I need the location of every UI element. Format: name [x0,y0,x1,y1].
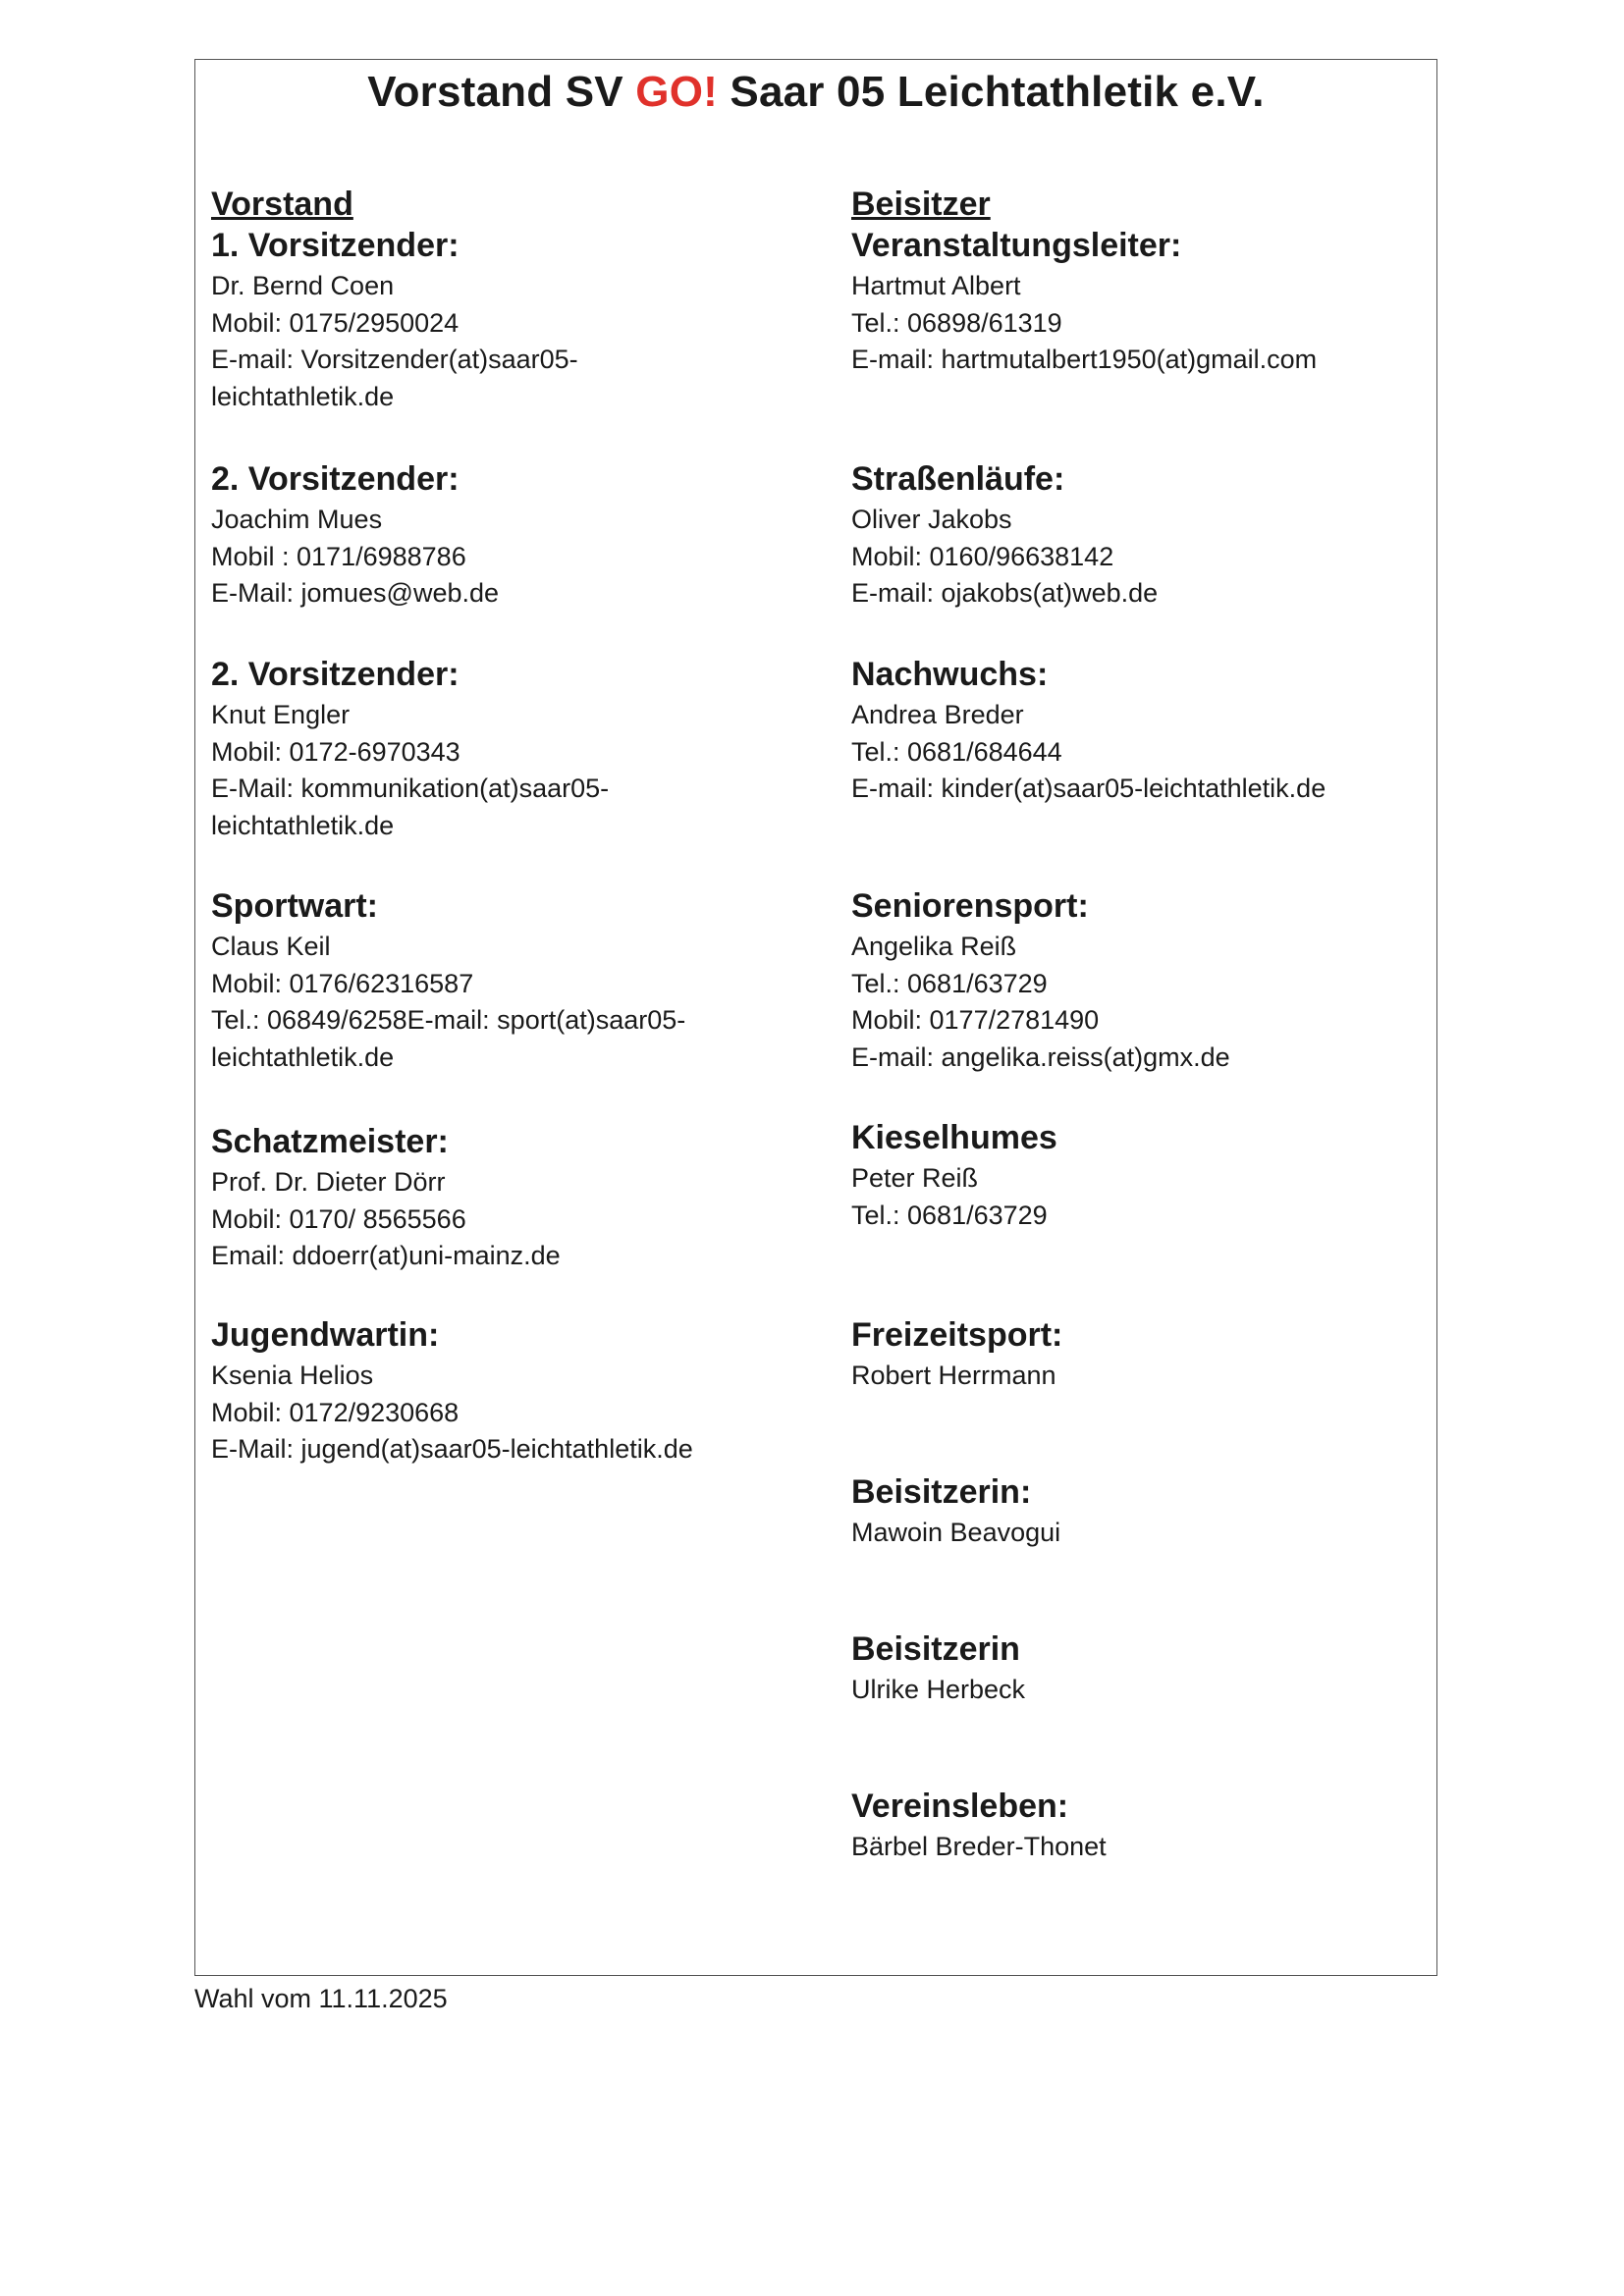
contact-block-freizeitsport [851,1314,1431,1395]
role-title: Schatzmeister: [211,1123,449,1160]
title-highlight: GO! [635,68,718,116]
contact-block-beisitzerin-beavogui [851,1471,1431,1552]
role-title: Straßenläufe: [851,460,1065,498]
contact-name: Hartmut Albert [851,271,1021,300]
title-prefix: Vorstand SV [367,68,636,116]
contact-block-vereinsleben [851,1786,1431,1866]
contact-email: E-mail: hartmutalbert1950(at)gmail.com [851,345,1318,374]
contact-name: Mawoin Beavogui [851,1518,1061,1547]
contact-name: Robert Herrmann [851,1361,1056,1390]
role-title: Jugendwartin: [211,1316,440,1354]
contact-block-nachwuchs [851,654,1431,808]
contact-email: E-mail: ojakobs(at)web.de [851,578,1159,608]
title-suffix: Saar 05 Leichtathletik e.V. [717,68,1265,116]
contact-email: E-mail: Vorsitzender(at)saar05- [211,345,578,374]
contact-email: E-Mail: kommunikation(at)saar05- [211,774,610,803]
contact-email: E-Mail: jomues@web.de [211,578,500,608]
contact-block-beisitzerin-herbeck [851,1629,1431,1709]
document-frame [194,59,1437,1976]
contact-block-schatzmeister [211,1121,820,1275]
contact-phone: Mobil : 0171/6988786 [211,541,466,571]
contact-email-cont: leichtathletik.de [211,381,395,411]
vorstand-column [211,184,820,1464]
contact-name: Ksenia Helios [211,1361,374,1390]
contact-phone: Tel.: 0681/63729 [851,968,1048,998]
contact-mobile: Mobil: 0177/2781490 [851,1005,1100,1035]
role-title: Seniorensport: [851,887,1089,925]
election-date-footer: Wahl vom 11.11.2025 [194,1984,448,2013]
contact-email: E-mail: angelika.reiss(at)gmx.de [851,1041,1230,1072]
contact-email-cont: leichtathletik.de [211,810,395,840]
contact-block-sportwart [211,885,820,1076]
contact-name: Knut Engler [211,700,351,729]
contact-email: E-mail: kinder(at)saar05-leichtathletik.de [851,774,1326,803]
role-title: Beisitzerin [851,1630,1020,1668]
contact-email: E-Mail: jugend(at)saar05-leichtathletik.de [211,1434,693,1464]
contact-name: Andrea Breder [851,700,1024,729]
contact-block-veranstaltungsleiter [851,225,1431,379]
contact-block-2-vorsitzender-mues [211,458,820,613]
contact-name: Dr. Bernd Coen [211,271,395,300]
contact-phone: Mobil: 0176/62316587 [211,968,474,998]
contact-phone: Mobil: 0160/96638142 [851,541,1114,571]
role-title: Nachwuchs: [851,656,1049,693]
contact-name: Bärbel Breder-Thonet [851,1832,1107,1861]
contact-block-2-vorsitzender-engler [211,654,820,844]
contact-name: Peter Reiß [851,1163,979,1193]
page-title [195,68,1436,117]
contact-email-cont: leichtathletik.de [211,1041,395,1072]
role-title: Freizeitsport: [851,1316,1063,1354]
contact-phone: Mobil: 0175/2950024 [211,307,460,338]
role-title: 2. Vorsitzender: [211,460,460,498]
contact-block-seniorensport [851,885,1431,1076]
contact-name: Ulrike Herbeck [851,1675,1026,1704]
contact-name: Oliver Jakobs [851,505,1012,534]
contact-block-1-vorsitzender [211,225,820,415]
contact-phone: Tel.: 0681/684644 [851,736,1062,767]
contact-block-jugendwartin [211,1314,820,1468]
beisitzer-column [851,184,1431,1861]
contact-phone: Mobil: 0170/ 8565566 [211,1203,466,1234]
role-title: Veranstaltungsleiter: [851,227,1182,264]
role-title: Beisitzerin: [851,1473,1032,1511]
role-title: Kieselhumes [851,1119,1057,1156]
contact-phone: Tel.: 06898/61319 [851,307,1062,338]
contact-block-kieselhumes [851,1117,1431,1234]
contact-block-strassenlaeufe [851,458,1431,613]
contact-email: Tel.: 06849/6258E-mail: sport(at)saar05- [211,1005,686,1035]
contact-name: Joachim Mues [211,505,383,534]
contact-phone: Mobil: 0172-6970343 [211,736,460,767]
contact-name: Angelika Reiß [851,932,1017,961]
contact-name: Claus Keil [211,932,331,961]
contact-phone: Tel.: 0681/63729 [851,1200,1048,1230]
role-title: Sportwart: [211,887,378,925]
vorstand-heading: Vorstand [211,186,353,223]
role-title: Vereinsleben: [851,1788,1069,1825]
contact-phone: Mobil: 0172/9230668 [211,1397,460,1427]
contact-email: Email: ddoerr(at)uni-mainz.de [211,1241,561,1270]
beisitzer-heading: Beisitzer [851,186,991,223]
contact-name: Prof. Dr. Dieter Dörr [211,1167,446,1197]
role-title: 2. Vorsitzender: [211,656,460,693]
role-title: 1. Vorsitzender: [211,227,460,264]
